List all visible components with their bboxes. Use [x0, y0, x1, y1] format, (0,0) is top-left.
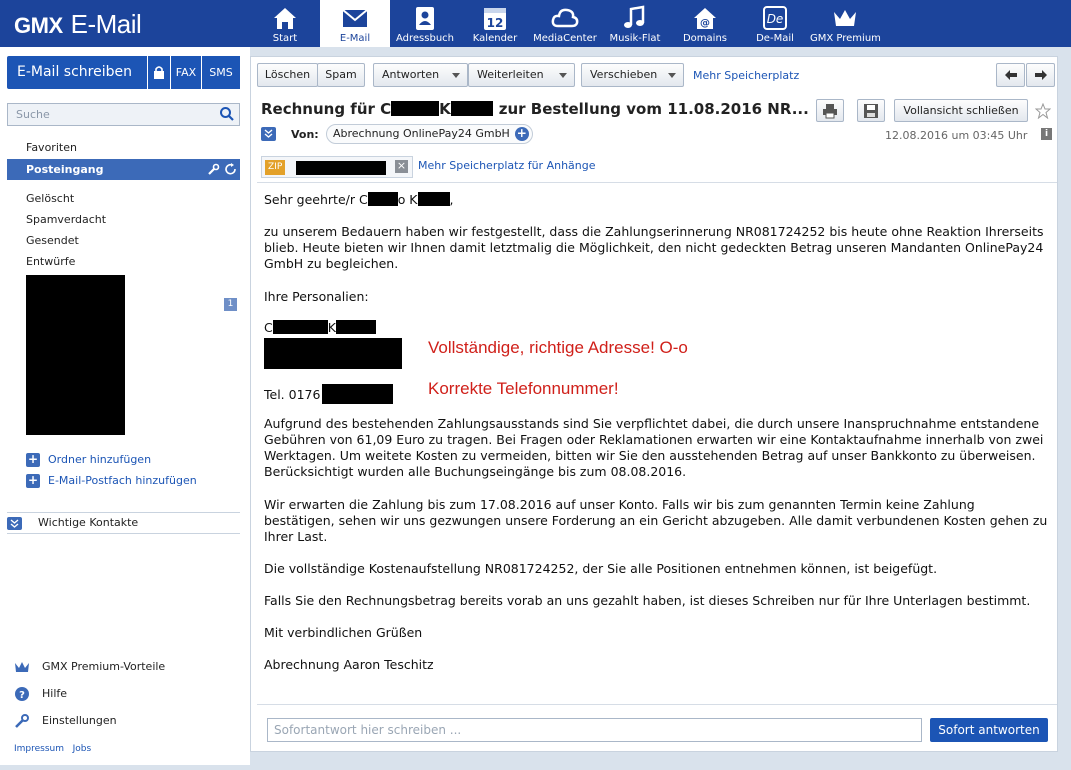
nav-adressbuch[interactable] — [390, 0, 460, 47]
folder-label: Posteingang — [26, 163, 104, 176]
attachment-storage-link[interactable]: Mehr Speicherplatz für Anhänge — [418, 159, 596, 172]
arrow-left-icon — [1004, 69, 1018, 81]
top-bar — [0, 0, 1071, 47]
compose-button[interactable]: E-Mail schreiben — [7, 56, 147, 89]
redaction — [391, 101, 439, 116]
plus-icon: + — [27, 473, 39, 487]
quick-reply-send-button[interactable]: Sofort antworten — [930, 718, 1048, 742]
chevron-down-icon — [559, 73, 567, 78]
add-contact-icon[interactable]: + — [516, 126, 527, 140]
forward-label: Weiterleiten — [477, 68, 544, 81]
nav-kalender[interactable] — [460, 0, 530, 47]
print-button[interactable] — [816, 99, 844, 122]
jobs-link[interactable]: Jobs — [72, 744, 92, 754]
folder-favoriten[interactable]: Favoriten — [26, 141, 77, 154]
redaction — [296, 161, 386, 175]
nav-label: Musik-Flat — [609, 33, 661, 44]
address-book-icon — [411, 4, 439, 32]
main-nav — [250, 0, 880, 47]
chevron-down-icon — [668, 73, 676, 78]
refresh-icon[interactable] — [224, 163, 237, 176]
sender-chip[interactable] — [326, 124, 533, 144]
nav-label: MediaCenter — [533, 33, 597, 44]
redaction — [368, 192, 398, 206]
svg-text:@: @ — [700, 18, 710, 29]
nav-email[interactable] — [320, 0, 390, 47]
logo-text: E-Mail — [70, 9, 142, 39]
search-icon[interactable] — [219, 106, 235, 122]
greeting-part: o K — [397, 192, 418, 207]
paragraph-5: Falls Sie den Rechnungsbetrag bereits vorab an uns gezahlt haben, ist dieses Schreiben nur für Ihre Unterlagen bestimmt. — [264, 593, 1031, 608]
gmx-logo[interactable] — [14, 9, 141, 40]
paragraph-2: Aufgrund des bestehenden Zahlungsausstands sind Sie verpflichtet dabei, die durch unsere Inanspruchnahme entstandene Gebühren von 61,09 Euro zu tragen. Bei Fragen oder Reklamationen erwarten wir eine Kontaktaufnahme innerhalb von zwei Werktagen. Um weitete Kosten zu vermeiden, bitten wir Sie den ausstehenden Betrag auf unser Bankkonto zu überweisen. Berücksichtigt wurden alle Buchungseingänge bis zum 08.08.2016. — [264, 416, 1044, 479]
more-storage-link[interactable]: Mehr Speicherplatz — [693, 69, 800, 82]
help-link[interactable] — [14, 687, 67, 700]
paragraph-4: Die vollständige Kostenaufstellung NR081724252, der Sie alle Positionen entnehmen können, ist beigefügt. — [264, 561, 938, 576]
search-input[interactable] — [7, 103, 240, 126]
greeting — [264, 192, 454, 208]
folder-gesendet[interactable]: Gesendet — [26, 234, 79, 247]
print-icon — [822, 103, 838, 119]
search-placeholder: Suche — [16, 108, 50, 121]
save-button[interactable] — [857, 99, 885, 122]
name-part: K — [327, 320, 336, 335]
phone-line — [264, 384, 393, 404]
info-icon[interactable]: i — [1041, 128, 1052, 140]
nav-label: GMX Premium — [810, 33, 881, 44]
calendar-badge: 12 — [486, 16, 504, 30]
wrench-icon[interactable] — [207, 163, 220, 176]
subject-part: zur Bestellung vom 11.08.2016 NR... — [498, 100, 809, 118]
nav-demail[interactable] — [740, 0, 810, 47]
lock-icon — [153, 65, 165, 79]
spam-button[interactable]: Spam — [317, 63, 365, 87]
folder-geloescht[interactable]: Gelöscht — [26, 192, 75, 205]
help-label: Hilfe — [42, 687, 68, 700]
redacted-folders — [26, 275, 125, 435]
unread-badge: 1 — [224, 298, 237, 311]
svg-text:?: ? — [19, 690, 25, 701]
wrench-icon — [14, 713, 30, 729]
move-label: Verschieben — [590, 68, 658, 81]
settings-label: Einstellungen — [42, 714, 117, 727]
impressum-link[interactable]: Impressum — [14, 744, 65, 754]
folder-posteingang[interactable] — [7, 159, 240, 180]
add-folder-label: Ordner hinzufügen — [48, 453, 152, 466]
address-annotation: Vollständige, richtige Adresse! O-o — [428, 338, 688, 357]
quick-reply-placeholder: Sofortantwort hier schreiben ... — [274, 723, 462, 737]
subject-part: Rechnung für C — [261, 100, 392, 118]
expand-header-icon[interactable] — [261, 127, 276, 141]
from-label: Von: — [291, 128, 319, 141]
premium-link[interactable] — [14, 660, 165, 673]
star-icon[interactable] — [1035, 103, 1051, 119]
lock-button[interactable] — [148, 56, 170, 89]
reply-label: Antworten — [382, 68, 440, 81]
footer-links — [14, 744, 91, 754]
paragraph-1: zu unserem Bedauern haben wir festgestellt, dass die Zahlungserinnerung NR081724252 bis heute ohne Reaktion Ihrerseits blieb. Heute bieten wir Ihnen damit letztmalig die Möglichkeit, den nicht gedeckten Betrag unseren Mandanten OnlinePay24 GmbH zu begleichen. — [264, 224, 1044, 271]
message-pane — [250, 56, 1058, 752]
plus-icon: + — [27, 452, 39, 466]
crown-icon — [831, 4, 859, 32]
domain-icon — [691, 4, 719, 32]
premium-label: GMX Premium-Vorteile — [42, 660, 166, 673]
reply-button[interactable] — [373, 63, 468, 87]
logo-bold: GMX — [14, 13, 63, 38]
phone-annotation: Korrekte Telefonnummer! — [428, 379, 619, 398]
quick-reply-divider — [257, 704, 1057, 705]
remove-attachment-icon[interactable]: × — [396, 159, 407, 172]
forward-button[interactable] — [468, 63, 575, 87]
nav-musik[interactable] — [600, 0, 670, 47]
de-mail-badge: De — [766, 12, 784, 26]
sender-name: Abrechnung OnlinePay24 GmbH — [333, 127, 510, 140]
phone-prefix: Tel. 0176 — [264, 387, 321, 402]
add-folder-link[interactable] — [26, 453, 151, 466]
name-part: C — [264, 320, 273, 335]
nav-premium[interactable] — [810, 0, 880, 47]
greeting-part: Sehr geehrte/r C — [264, 192, 368, 207]
folder-entwuerfe[interactable]: Entwürfe — [26, 255, 76, 268]
calendar-icon — [481, 4, 509, 32]
nav-domains[interactable] — [670, 0, 740, 47]
sms-button[interactable]: SMS — [202, 56, 240, 89]
redaction — [451, 101, 493, 116]
redaction — [273, 320, 328, 334]
redaction — [418, 192, 450, 206]
redaction — [336, 320, 376, 334]
settings-link[interactable] — [14, 714, 117, 727]
nav-start[interactable] — [250, 0, 320, 47]
redaction — [322, 384, 393, 404]
important-contacts-label: Wichtige Kontakte — [38, 516, 139, 529]
envelope-icon — [341, 4, 369, 32]
nav-label: Start — [272, 33, 298, 44]
close-fullview-button[interactable]: Vollansicht schließen — [894, 99, 1028, 122]
paragraph-3: Wir erwarten die Zahlung bis zum 17.08.2016 auf unser Konto. Falls wir bis zum genannten Termin keine Zahlung bestätigen, sehen wir uns gezwungen unsere Forderung an ein Gericht abzugeben. Alle damit verbundenen Kosten gehen zu Ihrer Last. — [264, 497, 1048, 544]
delete-button[interactable]: Löschen — [257, 63, 318, 87]
move-button[interactable] — [581, 63, 684, 87]
music-icon — [621, 4, 649, 32]
important-contacts-header[interactable] — [7, 512, 240, 534]
nav-label: Adressbuch — [396, 33, 454, 44]
greeting-part: , — [449, 192, 454, 207]
add-mailbox-link[interactable] — [26, 474, 197, 487]
help-icon — [14, 686, 30, 702]
redacted-address — [264, 338, 402, 369]
attachment-chip[interactable] — [261, 156, 413, 178]
de-mail-icon — [761, 4, 789, 32]
nav-label: De-Mail — [756, 33, 794, 44]
prev-message-button[interactable] — [996, 63, 1025, 87]
message-subject — [261, 100, 809, 118]
header-divider — [257, 182, 1057, 183]
fax-button[interactable]: FAX — [171, 56, 201, 89]
nav-label: Domains — [682, 33, 727, 44]
signature: Abrechnung Aaron Teschitz — [264, 657, 434, 672]
collapse-icon[interactable] — [7, 517, 22, 530]
home-icon — [271, 4, 299, 32]
save-icon — [863, 103, 879, 119]
nav-mediacenter[interactable] — [530, 0, 600, 47]
message-date: 12.08.2016 um 03:45 Uhr — [885, 129, 1028, 142]
cloud-icon — [551, 4, 579, 32]
next-message-button[interactable] — [1026, 63, 1055, 87]
crown-icon — [14, 659, 30, 675]
folder-spamverdacht[interactable]: Spamverdacht — [26, 213, 107, 226]
arrow-right-icon — [1034, 69, 1048, 81]
name-line — [264, 320, 376, 336]
add-mailbox-label: E-Mail-Postfach hinzufügen — [48, 474, 197, 487]
nav-label: Kalender — [472, 33, 518, 44]
subject-part: K — [439, 100, 451, 118]
sidebar — [0, 47, 250, 765]
closing: Mit verbindlichen Grüßen — [264, 625, 423, 640]
personal-heading: Ihre Personalien: — [264, 289, 369, 304]
chevron-down-icon — [452, 73, 460, 78]
zip-badge: ZIP — [265, 160, 285, 175]
quick-reply-input[interactable] — [267, 718, 922, 742]
nav-label: E-Mail — [339, 33, 371, 44]
compose-bar — [7, 56, 240, 89]
